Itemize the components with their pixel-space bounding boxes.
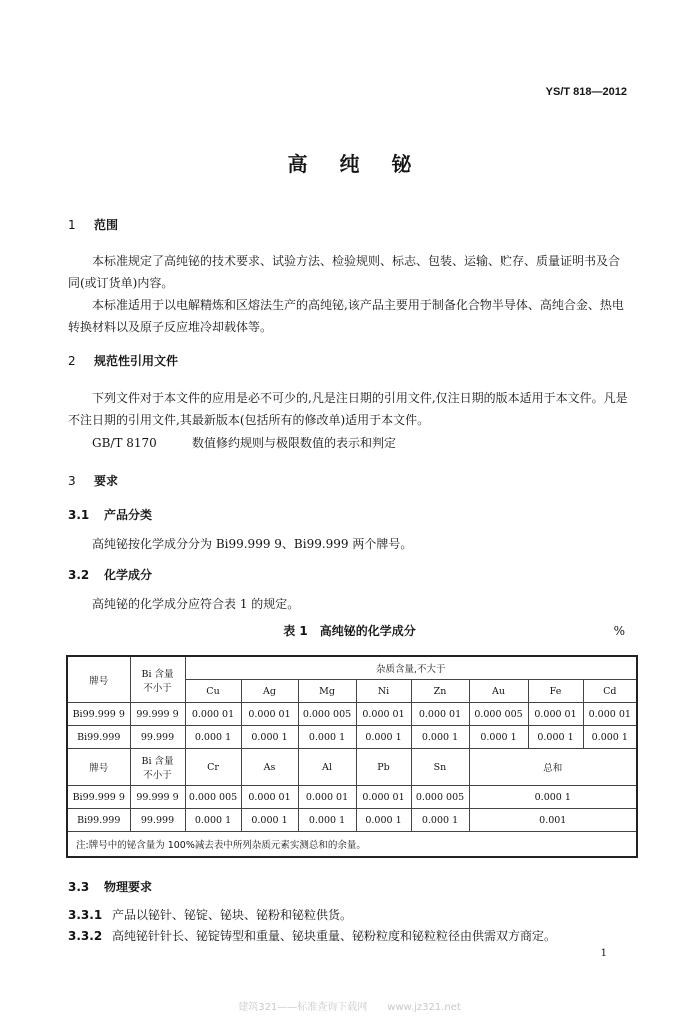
section-3-2-heading: [68, 566, 152, 583]
section-3-3-heading: [68, 878, 152, 895]
item-3-3-1: [68, 906, 352, 923]
value-cell: 0.000 1: [411, 809, 469, 832]
element-header: As: [241, 749, 298, 786]
value-cell: 0.000 1: [583, 726, 637, 749]
value-cell: 0.000 01: [241, 786, 298, 809]
element-header: Ag: [241, 680, 298, 703]
chemical-composition-text: 高纯铋的化学成分应符合表 1 的规定。: [92, 597, 300, 611]
value-cell: 0.000 1: [356, 809, 411, 832]
value-cell: 0.000 1: [298, 726, 356, 749]
value-cell: 0.000 005: [298, 703, 356, 726]
section-title: 要求: [94, 474, 119, 488]
element-header: Pb: [356, 749, 411, 786]
table-row: [67, 726, 637, 749]
table-header-row-2: [67, 749, 637, 786]
header-bi-label: Bi 含量: [141, 668, 174, 680]
value-cell: 0.000 005: [411, 786, 469, 809]
scope-paragraph-2: 本标准适用于以电解精炼和区熔法生产的高纯铋,该产品主要用于制备化合物半导体、高纯合金、热电转换材料以及原子反应堆冷却载体等。: [68, 298, 624, 334]
value-cell: 0.000 1: [469, 726, 528, 749]
value-cell: 0.000 1: [185, 726, 241, 749]
section-title: 范围: [94, 218, 119, 232]
element-header: Au: [469, 680, 528, 703]
bi-cell: 99.999: [130, 726, 185, 749]
normative-references-paragraph: 下列文件对于本文件的应用是必不可少的,凡是注日期的引用文件,仅注日期的版本适用于本文件。凡是不注日期的引用文件,其最新版本(包括所有的修改单)适用于本文件。: [68, 391, 628, 427]
chemical-composition-table: [66, 655, 638, 858]
value-cell: 0.000 01: [356, 786, 411, 809]
value-cell: 0.000 01: [528, 703, 583, 726]
section-3-1-heading: [68, 506, 152, 523]
total-cell: 0.000 1: [469, 786, 637, 809]
element-header: Cd: [583, 680, 637, 703]
header-impurity: 杂质含量,不大于: [185, 656, 637, 680]
section-number: 3: [68, 474, 76, 488]
reference-code: GB/T 8170: [92, 436, 157, 450]
value-cell: 0.000 1: [356, 726, 411, 749]
element-header: Mg: [298, 680, 356, 703]
grade-cell: Bi99.999 9: [67, 703, 130, 726]
standard-code: YS/T 818—2012: [545, 86, 627, 98]
total-header: 总和: [469, 749, 637, 786]
value-cell: 0.000 01: [298, 786, 356, 809]
page-number: 1: [600, 948, 607, 959]
bi-cell: 99.999 9: [130, 786, 185, 809]
item-number: 3.3.2: [68, 929, 103, 943]
value-cell: 0.000 01: [356, 703, 411, 726]
header-bi-content: [130, 656, 185, 703]
total-cell: 0.001: [469, 809, 637, 832]
value-cell: 0.000 01: [411, 703, 469, 726]
element-header: Cu: [185, 680, 241, 703]
reference-title: 数值修约规则与极限数值的表示和判定: [192, 436, 397, 450]
header-grade: 牌号: [67, 749, 130, 786]
header-bi-content: [130, 749, 185, 786]
table-row: [67, 786, 637, 809]
value-cell: 0.000 1: [185, 809, 241, 832]
section-number: 3.1: [68, 508, 90, 522]
grade-cell: Bi99.999: [67, 726, 130, 749]
bi-cell: 99.999 9: [130, 703, 185, 726]
section-1-heading: [68, 216, 118, 233]
table-note-row: [67, 832, 637, 858]
section-number: 3.2: [68, 568, 90, 582]
section-number: 3.3: [68, 880, 90, 894]
value-cell: 0.000 1: [411, 726, 469, 749]
table-caption: 表 1 高纯铋的化学成分: [283, 624, 416, 638]
document-title: 高纯铋: [287, 152, 444, 176]
element-header: Sn: [411, 749, 469, 786]
section-number: 2: [68, 354, 76, 368]
section-3-heading: [68, 472, 118, 489]
section-title: 化学成分: [104, 568, 153, 582]
element-header: Zn: [411, 680, 469, 703]
header-bi-label: Bi 含量: [141, 756, 174, 767]
section-title: 规范性引用文件: [94, 354, 179, 368]
element-header: Al: [298, 749, 356, 786]
item-text: 产品以铋针、铋锭、铋块、铋粉和铋粒供货。: [112, 908, 353, 922]
value-cell: 0.000 1: [241, 726, 298, 749]
scope-paragraph-1: 本标准规定了高纯铋的技术要求、试验方法、检验规则、标志、包装、运输、贮存、质量证明书及合同(或订货单)内容。: [68, 254, 621, 290]
table-row: [67, 703, 637, 726]
section-2-heading: [68, 352, 178, 369]
grade-cell: Bi99.999 9: [67, 786, 130, 809]
table-unit: %: [613, 624, 625, 638]
element-header: Fe: [528, 680, 583, 703]
value-cell: 0.000 005: [185, 786, 241, 809]
header-bi-min: 不小于: [143, 682, 172, 694]
bi-cell: 99.999: [130, 809, 185, 832]
table-row: [67, 809, 637, 832]
value-cell: 0.000 01: [583, 703, 637, 726]
item-text: 高纯铋针针长、铋锭铸型和重量、铋块重量、铋粉粒度和铋粒粒径由供需双方商定。: [112, 929, 557, 943]
reference-entry: [92, 434, 396, 451]
header-grade: 牌号: [67, 656, 130, 703]
header-bi-min: 不小于: [143, 770, 172, 781]
section-title: 物理要求: [104, 880, 153, 894]
product-classification-text: 高纯铋按化学成分分为 Bi99.999 9、Bi99.999 两个牌号。: [92, 537, 413, 551]
value-cell: 0.000 01: [185, 703, 241, 726]
element-header: Cr: [185, 749, 241, 786]
footer-watermark: 建筑321——标准查询下载网 www.jz321.net: [238, 1002, 461, 1013]
value-cell: 0.000 01: [241, 703, 298, 726]
element-header: Ni: [356, 680, 411, 703]
table-note: 注:牌号中的铋含量为 100%减去表中所列杂质元素实测总和的余量。: [67, 832, 637, 858]
value-cell: 0.000 1: [528, 726, 583, 749]
item-number: 3.3.1: [68, 908, 103, 922]
value-cell: 0.000 005: [469, 703, 528, 726]
value-cell: 0.000 1: [241, 809, 298, 832]
item-3-3-2: [68, 927, 556, 944]
section-title: 产品分类: [104, 508, 153, 522]
table-header-row: [67, 656, 637, 680]
value-cell: 0.000 1: [298, 809, 356, 832]
section-number: 1: [68, 218, 76, 232]
grade-cell: Bi99.999: [67, 809, 130, 832]
